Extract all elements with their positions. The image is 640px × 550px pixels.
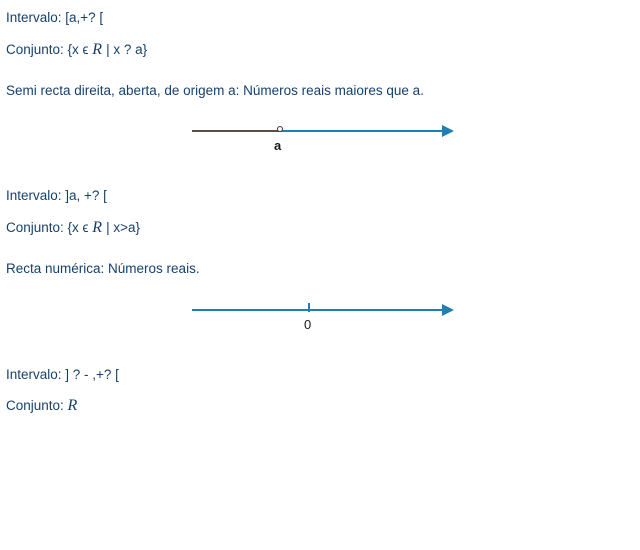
interval-text-3: Intervalo: ] ? - ,+? [	[6, 366, 119, 382]
interval-line-2	[6, 186, 630, 206]
set-text-1-head: Conjunto: {x ϵ	[6, 41, 93, 57]
narration-text-1: Semi recta direita, aberta, de origem a: Números reais maiores que a.	[6, 82, 424, 98]
set-line-1	[6, 38, 630, 61]
numberline-1-right-arrowhead	[442, 125, 454, 137]
set-text-2-head: Conjunto: {x ϵ	[6, 219, 93, 235]
set-text-3-head: Conjunto:	[6, 398, 68, 414]
numberline-2-right-arrowhead	[442, 304, 454, 316]
numberline-1-left-segment	[192, 130, 280, 132]
narration-text-2: Recta numérica: Números reais.	[6, 261, 200, 277]
real-numbers-symbol-1: R	[92, 40, 103, 58]
numberline-diagram-1	[6, 114, 630, 160]
narration-line-2	[6, 259, 630, 279]
numberline-1-point-label: a	[274, 138, 282, 154]
set-text-1-tail: | x ? a}	[102, 41, 148, 57]
interval-text-2: Intervalo: ]a, +? [	[6, 188, 107, 204]
numberline-2-axis	[192, 309, 442, 311]
numberline-2-origin-tick	[308, 303, 310, 312]
set-line-3	[6, 394, 630, 417]
narration-line-1	[6, 81, 630, 101]
set-text-2-tail: | x>a}	[102, 219, 141, 235]
interval-line-3	[6, 365, 630, 385]
numberline-2-point-label: 0	[304, 316, 312, 332]
set-line-2	[6, 216, 630, 239]
numberline-diagram-2	[6, 293, 630, 339]
interval-line-1	[6, 8, 630, 28]
numberline-2-inner	[192, 303, 462, 339]
real-numbers-symbol-3: R	[67, 397, 78, 415]
real-numbers-symbol-2: R	[92, 218, 103, 236]
numberline-1-inner	[192, 124, 462, 160]
interval-text-1: Intervalo: [a,+? [	[6, 10, 104, 25]
numberline-1-right-segment	[280, 130, 442, 132]
